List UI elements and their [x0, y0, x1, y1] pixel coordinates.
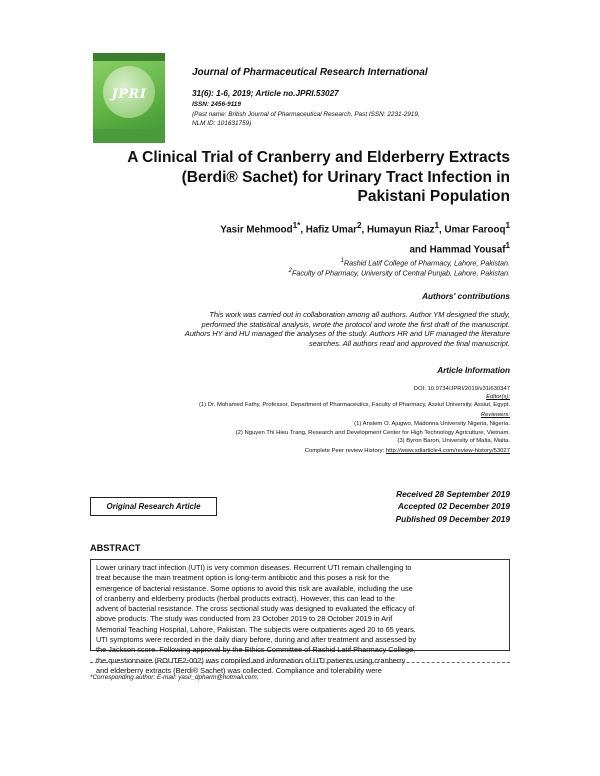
reviewers-label: Reviewers: [480, 412, 510, 418]
author-name: Hafiz Umar [305, 224, 357, 236]
affiliation-1: $^1$Rashid Latif College of Pharmacy, Lahore, Pakistan. [340, 258, 510, 268]
doi: DOI: 10.9734/JPRI/2019/v31i630347 [413, 386, 510, 392]
abstract-line: Lower urinary tract infection (UTI) is very common diseases. Recurrent UTI remain challenging to [96, 563, 412, 572]
editor-1: (1) Dr. Mohamed Fathy, Professor, Department of Pharmaceutics, Faculty of Pharmacy, Assiut University, Assiut, Egypt. [198, 402, 510, 408]
reviewer-3: (3) Byron Baron, University of Malta, Malta. [397, 438, 510, 444]
article-information-heading: Article Information [437, 366, 510, 375]
abstract-box [90, 559, 510, 675]
journal-name: Journal of Pharmaceutical Research International [192, 67, 428, 78]
affiliation-2: $^2$Faculty of Pharmacy, University of Central Punjab, Lahore, Pakistan. [288, 268, 510, 278]
abstract-line: treat because the main treatment option is long-term antibiotic and this poses a risk for the [96, 573, 390, 583]
corresponding-author-footnote: *Corresponding author: E-mail: yasir_dpharm@hotmail.com; [90, 674, 259, 681]
editors-label: Editor(s): [486, 394, 510, 400]
issn: ISSN: 2456-9119 [192, 101, 241, 108]
abstract-line: advent of bacterial resistance. The cross sectional study was designed to evaluated the efficacy of [96, 604, 415, 614]
article-dates [300, 488, 510, 525]
peer-review-history-link[interactable]: http://www.sdiarticle4.com/review-history/53027 [385, 448, 510, 454]
article-title: A Clinical Trial of Cranberry and Elderberry Extracts (Berdi® Sachet) for Urinary Tract Infection in Pakistani Population [127, 149, 510, 205]
author-name: Umar Farooq [444, 224, 506, 236]
author-name: Yasir Mehmood [220, 224, 293, 236]
abstract-line: Memorial Teaching Hospital, Lahore, Pakistan. The subjects were outpatients aged 20 to 65 years. [96, 624, 416, 634]
peer-review-history: Complete Peer review History: http://www.sdiarticle4.com/review-history/53027 [304, 448, 510, 454]
abstract-line: the questionnaire (ROUTE2-002) was compiled and information of UTI patients using cranberry [96, 655, 406, 665]
contributions-text: This work was carried out in collaboration among all authors. Author YM designed the study, performed the statistical analysis, wrote the protocol and wrote the first draft of the manuscript. Authors HY and HU managed the analyses of the study. Authors HR and UF managed the literature searches. All authors read and approved the final manuscript. [184, 310, 510, 349]
footnote-divider [90, 662, 510, 663]
reviewer-1: (1) Anslem O. Ajugwo, Madonna University Nigeria, Nigeria. [354, 421, 510, 427]
author-name: Humayun Riaz [366, 224, 435, 236]
journal-logo: JPRI [111, 87, 147, 102]
abstract-line: of cranberry and elderberry products (herbal products extract). However, this can lead to the [96, 593, 395, 603]
abstract-heading: ABSTRACT [90, 543, 141, 553]
abstract-line: the Jackson score. Following approval by the Ethics Committee of Rashid Latif Pharmacy College, [96, 645, 416, 655]
journal-cover-image [93, 53, 165, 143]
received-date: Received 28 September 2019 [396, 489, 510, 499]
contributions-heading: Authors' contributions [422, 292, 510, 301]
article-type-badge: Original Research Article [90, 497, 217, 516]
issue-line: 31(6): 1-6, 2019; Article no.JPRI.53027 [192, 89, 339, 98]
abstract-line: UTI symptoms were recorded in the daily diary before, during and after treatment and assessed by [96, 635, 417, 645]
author-list: Yasir Mehmood$^{1*}$, Hafiz Umar$^2$, Humayun Riaz$^1$, Umar Farooq$^1$ and Hammad Yousaf$^1$ [220, 221, 510, 256]
abstract-line: emergence of bacterial resistance. Some options to avoid this risk are available, including the use [96, 583, 413, 593]
author-name: Hammad Yousaf [429, 244, 506, 256]
abstract-line: above products. The study was conducted from 23 October 2019 to 28 October 2019 in Arif [96, 614, 393, 624]
reviewer-2: (2) Nguyen Thi Hieu Trang, Research and Development Center for High Technology Agriculture, Vietnam. [235, 430, 510, 436]
accepted-date: Accepted 02 December 2019 [397, 501, 510, 512]
published-date: Published 09 December 2019 [395, 513, 510, 524]
past-name-note: (Past name: British Journal of Pharmaceutical Research, Past ISSN: 2231-2919, NLM ID: 101631759) [192, 111, 420, 127]
abstract-line: and elderberry extracts (Berdi® Sachet) was collected. Compliance and tolerability were [96, 665, 382, 675]
